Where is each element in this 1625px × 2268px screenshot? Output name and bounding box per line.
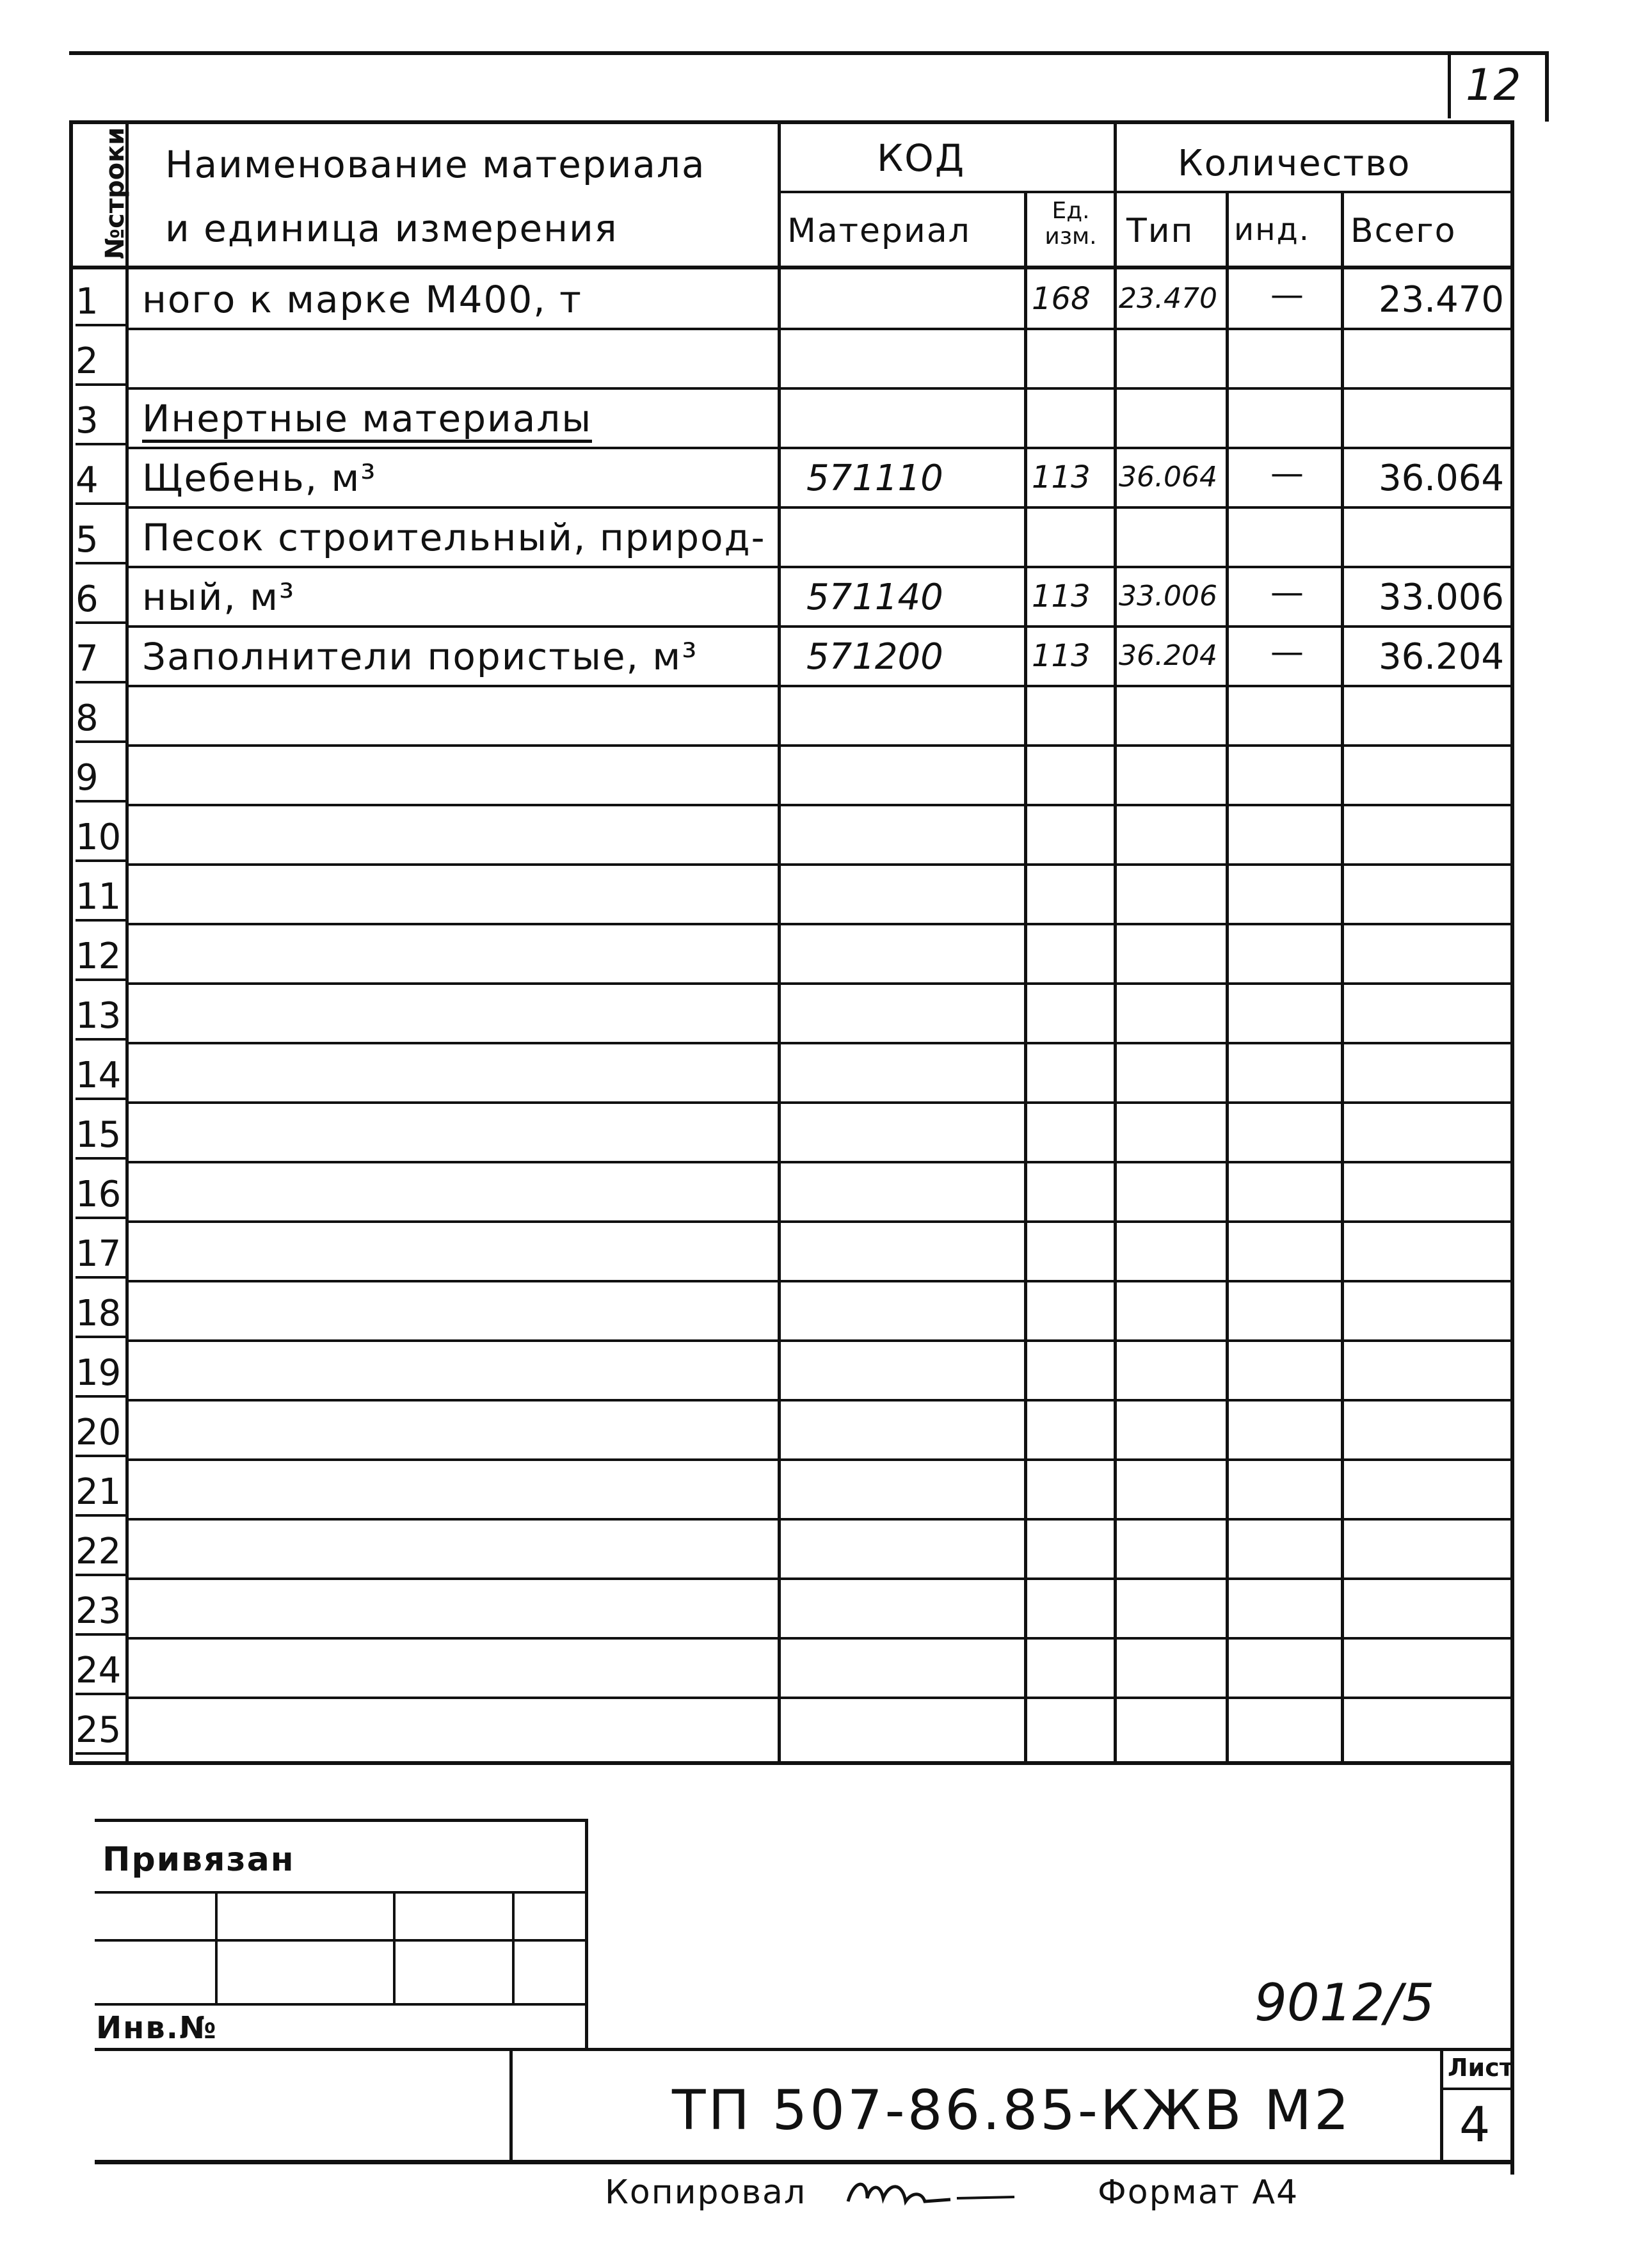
row-number: 10 (76, 817, 127, 862)
qty-total-header: Всего (1350, 212, 1457, 250)
row-number-header: №строки (100, 127, 130, 259)
page-number-box-right (1545, 51, 1549, 122)
row-separator (128, 1399, 1510, 1402)
page-right-border (1510, 120, 1514, 2175)
row-total: 33.006 (1379, 577, 1504, 618)
stamp-linked-right (585, 1819, 588, 2049)
row-unit: 113 (1032, 459, 1091, 495)
sheet-label: Лист (1448, 2054, 1514, 2082)
row-unit: 113 (1032, 579, 1091, 614)
ind-column-line (1226, 192, 1229, 1765)
row-separator (128, 1280, 1510, 1282)
row-number: 12 (76, 936, 127, 981)
row-number: 23 (76, 1590, 127, 1636)
row-number: 2 (76, 340, 127, 386)
code-unit-header: Ед. изм. (1045, 198, 1097, 250)
row-number: 8 (76, 698, 127, 743)
page-number-box-left (1448, 51, 1451, 118)
name-header-line1: Наименование материала (165, 143, 706, 186)
table-left-border (69, 120, 73, 1765)
row-code: 571140 (806, 577, 943, 618)
row-number: 19 (76, 1352, 127, 1398)
row-type: 23.470 (1119, 282, 1217, 315)
row-name: Щебень, м³ (142, 456, 377, 500)
unit-column-line (1024, 192, 1027, 1765)
row-number: 4 (76, 459, 127, 505)
row-number: 11 (76, 876, 127, 922)
document-code: ТП 507-86.85-КЖВ М2 (672, 2079, 1352, 2143)
row-ind: — (1270, 276, 1304, 314)
stamp-grid-col-3 (512, 1891, 515, 2003)
row-separator (128, 1637, 1510, 1640)
row-number: 6 (76, 579, 127, 624)
row-separator (128, 1220, 1510, 1223)
row-separator (128, 804, 1510, 806)
row-separator (128, 744, 1510, 747)
row-separator (128, 328, 1510, 330)
row-type: 33.006 (1119, 580, 1217, 612)
qty-group-header: Количество (1178, 143, 1411, 184)
top-border-line (69, 51, 1549, 55)
name-header-line2: и единица измерения (165, 207, 618, 250)
copied-label: Копировал (605, 2173, 807, 2212)
row-separator (128, 923, 1510, 925)
row-separator (128, 1577, 1510, 1580)
row-separator (128, 1339, 1510, 1342)
row-number: 20 (76, 1412, 127, 1457)
copier-signature (842, 2173, 1021, 2217)
row-separator (128, 506, 1510, 509)
row-number: 18 (76, 1293, 127, 1338)
row-separator (128, 1458, 1510, 1461)
header-subdivider (778, 191, 1512, 193)
row-number: 5 (76, 519, 127, 564)
row-number: 24 (76, 1650, 127, 1695)
row-total: 36.064 (1379, 458, 1504, 499)
row-number: 17 (76, 1233, 127, 1279)
row-total: 36.204 (1379, 636, 1504, 678)
row-ind: — (1270, 633, 1304, 671)
row-separator (128, 1697, 1510, 1699)
row-number: 15 (76, 1114, 127, 1160)
row-name: Инертные материалы (142, 400, 592, 443)
row-name: ного к марке М400, т (142, 278, 582, 321)
row-number: 7 (76, 638, 127, 683)
row-separator (128, 625, 1510, 628)
row-separator (128, 982, 1510, 985)
stamp-grid-line-3 (95, 2003, 588, 2006)
row-number: 3 (76, 400, 127, 445)
row-code: 571110 (806, 458, 943, 499)
title-block-bottom-line (95, 2160, 1514, 2164)
row-number: 16 (76, 1174, 127, 1219)
row-number: 1 (76, 281, 127, 326)
row-separator (128, 1518, 1510, 1521)
linked-label: Привязан (102, 1841, 295, 1879)
row-separator (128, 685, 1510, 687)
sheet-box-divider (1440, 2088, 1512, 2090)
row-number: 22 (76, 1531, 127, 1576)
table-top-border (69, 120, 1514, 124)
header-bottom-border (69, 266, 1512, 269)
title-block-top-line (95, 2048, 1512, 2051)
stamp-grid-col-1 (215, 1891, 218, 2003)
qty-ind-header: инд. (1234, 212, 1311, 248)
page-number: 12 (1466, 60, 1521, 111)
row-separator (128, 1042, 1510, 1044)
sheet-box-left (1440, 2048, 1443, 2163)
total-column-line (1341, 192, 1344, 1765)
row-number: 13 (76, 995, 127, 1041)
row-ind: — (1270, 454, 1304, 493)
row-type: 36.204 (1119, 639, 1217, 672)
handwritten-number: 9012/5 (1254, 1973, 1435, 2032)
row-number: 21 (76, 1471, 127, 1517)
row-separator (128, 1101, 1510, 1104)
row-separator (128, 447, 1510, 449)
row-name: Песок строительный, природ- (142, 516, 766, 559)
code-material-header: Материал (787, 212, 971, 250)
row-separator (128, 387, 1510, 390)
sheet-number: 4 (1459, 2096, 1491, 2153)
row-code: 571200 (806, 636, 943, 678)
code-group-header: КОД (877, 136, 966, 180)
row-unit: 113 (1032, 638, 1091, 674)
row-number: 14 (76, 1055, 127, 1100)
row-separator (128, 863, 1510, 866)
table-bottom-border (69, 1761, 1512, 1765)
row-unit: 168 (1032, 281, 1091, 317)
row-separator (128, 566, 1510, 568)
row-ind: — (1270, 573, 1304, 612)
row-number: 25 (76, 1709, 127, 1755)
row-separator (128, 1161, 1510, 1163)
row-number: 9 (76, 757, 127, 803)
row-name: ный, м³ (142, 575, 296, 619)
format-label: Формат А4 (1098, 2173, 1299, 2212)
row-name: Заполнители пористые, м³ (142, 635, 698, 678)
stamp-top-line (95, 1819, 588, 1822)
stamp-grid-col-2 (393, 1891, 396, 2003)
row-type: 36.064 (1119, 461, 1217, 493)
inv-label: Инв.№ (96, 2010, 218, 2046)
row-total: 23.470 (1379, 279, 1504, 321)
qty-type-header: Тип (1126, 212, 1194, 250)
title-block-divider (509, 2048, 513, 2163)
